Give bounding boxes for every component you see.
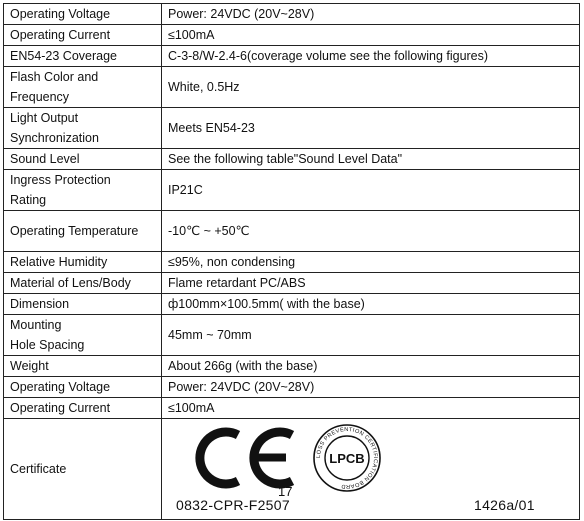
table-row — [4, 211, 580, 252]
spec-value: White, 0.5Hz — [162, 67, 580, 108]
ce-year: 17 — [278, 484, 293, 499]
spec-value: About 266g (with the base) — [162, 356, 580, 377]
spec-label: Sound Level — [4, 149, 162, 170]
table-row — [4, 294, 580, 315]
spec-value: ≤100mA — [162, 25, 580, 46]
spec-value: C-3-8/W-2.4-6(coverage volume see the following figures) — [162, 46, 580, 67]
table-row — [4, 170, 580, 211]
spec-label: Mounting Hole Spacing — [4, 315, 162, 356]
spec-value: See the following table"Sound Level Data" — [162, 149, 580, 170]
spec-sheet — [3, 3, 580, 518]
spec-value: ≤95%, non condensing — [162, 252, 580, 273]
spec-label: Material of Lens/Body — [4, 273, 162, 294]
certificate-label: Certificate — [4, 419, 162, 520]
table-row — [4, 356, 580, 377]
spec-value: 45mm ~ 70mm — [162, 315, 580, 356]
spec-value: Meets EN54-23 — [162, 108, 580, 149]
spec-label: Operating Voltage — [4, 4, 162, 25]
svg-text:LOSS PREVENTION CERTIFICATION: LOSS PREVENTION CERTIFICATION BOARD — [315, 426, 379, 490]
table-row — [4, 377, 580, 398]
spec-label: Ingress Protection Rating — [4, 170, 162, 211]
spec-label: Weight — [4, 356, 162, 377]
table-row — [4, 46, 580, 67]
spec-value: Power: 24VDC (20V~28V) — [162, 377, 580, 398]
spec-value: Power: 24VDC (20V~28V) — [162, 4, 580, 25]
ce-certificate-code: 0832-CPR-F2507 — [176, 497, 290, 513]
table-row — [4, 252, 580, 273]
spec-value: ф100mm×100.5mm( with the base) — [162, 294, 580, 315]
ce-mark-icon — [188, 427, 298, 489]
spec-label: EN54-23 Coverage — [4, 46, 162, 67]
table-row — [4, 67, 580, 108]
spec-label: Light Output Synchronization — [4, 108, 162, 149]
spec-label: Operating Current — [4, 25, 162, 46]
table-row — [4, 108, 580, 149]
spec-value: ≤100mA — [162, 398, 580, 419]
spec-value: IP21C — [162, 170, 580, 211]
table-row — [4, 273, 580, 294]
table-row — [4, 4, 580, 25]
spec-label: Operating Temperature — [4, 211, 162, 252]
table-row — [4, 315, 580, 356]
certificate-row — [4, 419, 580, 520]
spec-label: Dimension — [4, 294, 162, 315]
spec-label: Relative Humidity — [4, 252, 162, 273]
specification-table — [3, 3, 580, 520]
table-row — [4, 149, 580, 170]
spec-value: Flame retardant PC/ABS — [162, 273, 580, 294]
lpcb-mark-text: LPCB — [329, 451, 365, 466]
spec-label: Operating Current — [4, 398, 162, 419]
table-row — [4, 25, 580, 46]
certificate-marks — [162, 419, 580, 520]
spec-value: -10℃ ~ +50℃ — [162, 211, 580, 252]
spec-label: Flash Color and Frequency — [4, 67, 162, 108]
spec-label: Operating Voltage — [4, 377, 162, 398]
lpcb-certificate-code: 1426a/01 — [474, 497, 535, 513]
lpcb-logo-icon — [312, 423, 382, 493]
certificate-logos — [162, 419, 580, 519]
table-row — [4, 398, 580, 419]
